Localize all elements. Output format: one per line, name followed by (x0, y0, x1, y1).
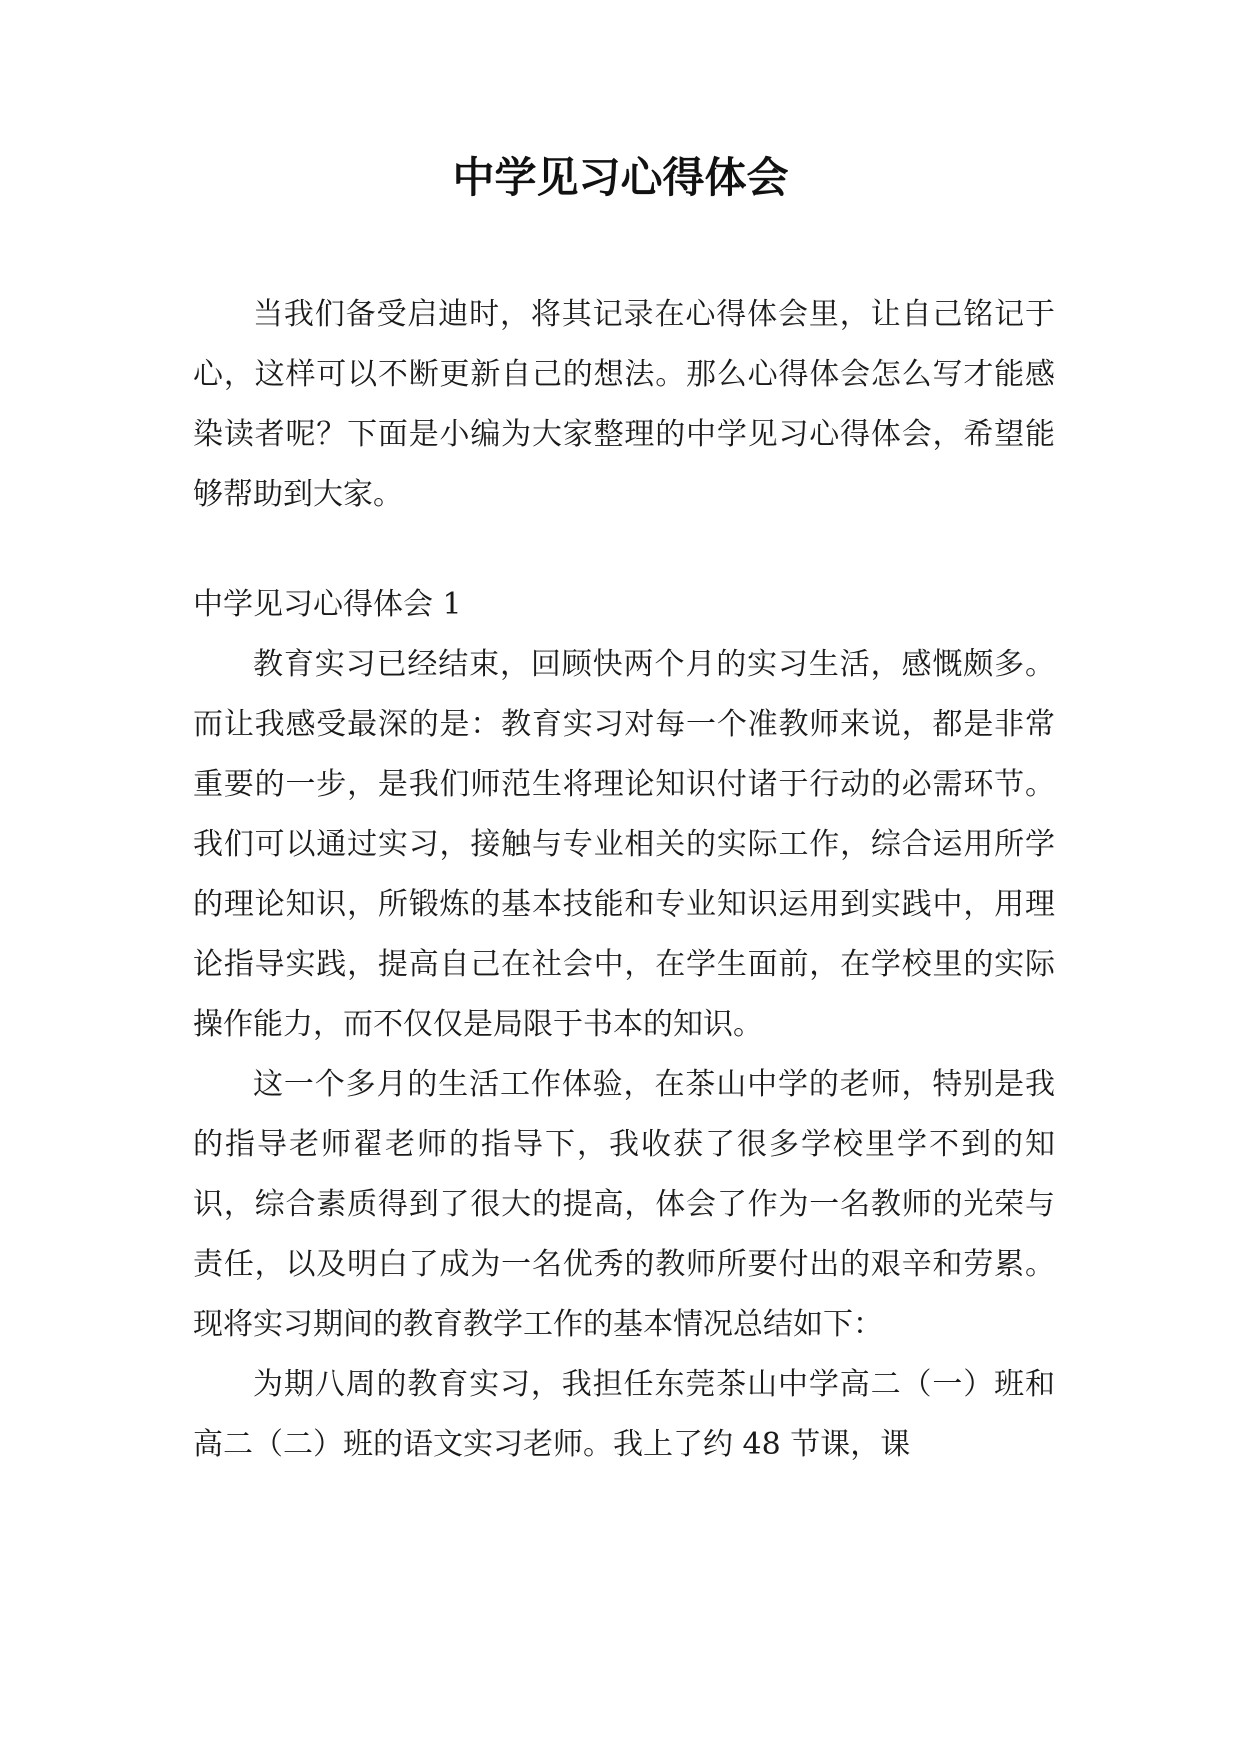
body-paragraph-3: 为期八周的教育实习，我担任东莞茶山中学高二（一）班和高二（二）班的语文实习老师。我上了约 48 节课，课 (193, 1367, 1055, 1462)
body-paragraph-1: 教育实习已经结束，回顾快两个月的实习生活，感慨颇多。而让我感受最深的是：教育实习对每一个准教师来说，都是非常重要的一步，是我们师范生将理论知识付诸于行动的必需环节。我们可以通过实习，接触与专业相关的实际工作，综合运用所学的理论知识，所锻炼的基本技能和专业知识运用到实践中，用理论指导实践，提高自己在社会中，在学生面前，在学校里的实际操作能力，而不仅仅是局限于书本的知识。 (193, 647, 1055, 1042)
section-heading: 中学见习心得体会 1 (193, 587, 462, 622)
intro-paragraph: 当我们备受启迪时，将其记录在心得体会里，让自己铭记于心，这样可以不断更新自己的想法。那么心得体会怎么写才能感染读者呢？下面是小编为大家整理的中学见习心得体会，希望能够帮助到大家。 (193, 297, 1055, 512)
body-paragraph-2: 这一个多月的生活工作体验，在茶山中学的老师，特别是我的指导老师翟老师的指导下，我收获了很多学校里学不到的知识，综合素质得到了很大的提高，体会了作为一名教师的光荣与责任，以及明白了成为一名优秀的教师所要付出的艰辛和劳累。现将实习期间的教育教学工作的基本情况总结如下： (193, 1067, 1055, 1342)
document-title: 中学见习心得体会 (452, 153, 789, 202)
document-body (193, 285, 1055, 1475)
